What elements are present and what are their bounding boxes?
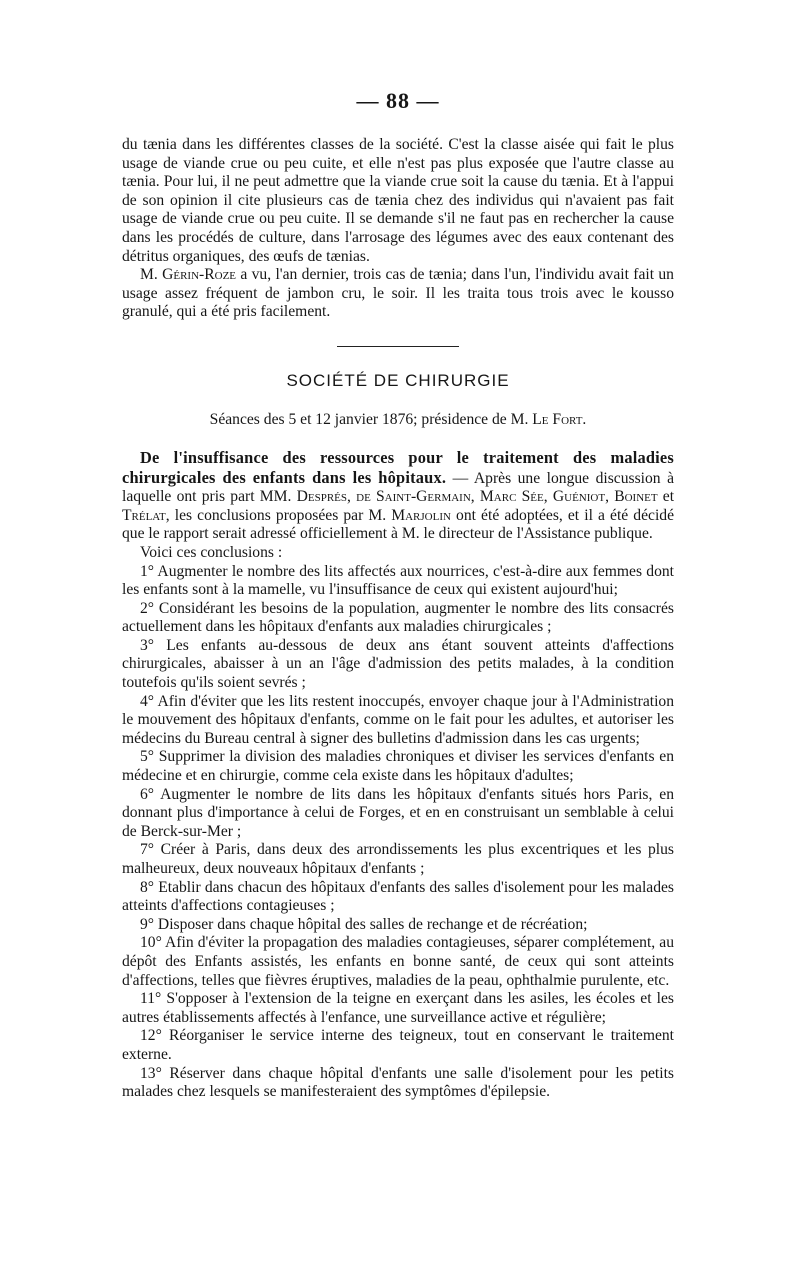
conclusion-item: 1° Augmenter le nombre des lits affectés aux nourrices, c'est-à-dire aux femmes dont les enfants sont à la mamelle, vu l'insuffisance de ceux qui existent aujourd'hui; bbox=[122, 562, 674, 599]
gerin-prefix: M. bbox=[140, 266, 163, 284]
article-paragraph bbox=[122, 449, 674, 544]
conclusion-item: 10° Afin d'éviter la propagation des maladies contagieuses, séparer complétement, au dépôt des Enfants assistés, les enfants en bonne santé, de ceux qui sont atteints d'affections, telles que fièvres éruptives, maladies de la peau, ophthalmie purulente, etc. bbox=[122, 934, 674, 989]
session-line bbox=[122, 411, 674, 429]
intro-paragraph: du tænia dans les différentes classes de la société. C'est la classe aisée qui fait le plus usage de viande crue ou peu cuite, et elle n'est pas plus exposée que l'autre classe au tænia. Pour lui, il ne peut admettre que la viande crue soit la cause du tænia. Et à l'appui de son opinion il cite plusieurs cas de tænia chez des individus qui n'avaient pas fait usage de viande crue ou peu cuite. Il se demande s'il ne faut pas en rechercher la cause dans les procédés de culture, dans l'arrosage des légumes avec des eaux contenant des détritus organiques, des œufs de tænias. bbox=[122, 136, 674, 265]
gerin-text: a vu, l'an dernier, trois cas de tænia; dans l'un, l'individu avait fait un usage assez fréquent de jambon cru, le soir. Il les traita tous trois avec le kousso granulé, qui a été pris facilement. bbox=[122, 266, 674, 321]
conclusion-item: 13° Réserver dans chaque hôpital d'enfants une salle d'isolement pour les petits malades chez lesquels se manifesteraient des symptômes d'épilepsie. bbox=[122, 1064, 674, 1101]
article-text-7: , les conclusions proposées par M. bbox=[165, 506, 392, 524]
session-president: Le Fort bbox=[532, 410, 583, 428]
conclusion-item: 7° Créer à Paris, dans deux des arrondissements les plus excentriques et les plus malheureux, deux nouveaux hôpitaux d'enfants ; bbox=[122, 841, 674, 877]
session-prefix: Séances des 5 et 12 janvier 1876; présidence de M. bbox=[209, 410, 533, 428]
section-title: SOCIÉTÉ DE CHIRURGIE bbox=[286, 370, 510, 390]
article-text-1: Après une longue discussion à laquelle ont pris part MM. bbox=[122, 469, 674, 506]
conclusion-item: 4° Afin d'éviter que les lits restent inoccupés, envoyer chaque jour à l'Administration le mouvement des hôpitaux d'enfants, comme on le fait pour les adultes, et autoriser les médecins du Bureau central à signer des bulletins d'admission dans les cas urgents; bbox=[122, 692, 674, 747]
conclusion-item: 9° Disposer dans chaque hôpital des salles de rechange et de récréation; bbox=[140, 915, 588, 933]
article-text-4: , bbox=[543, 488, 553, 506]
name-boinet: Boinet bbox=[614, 488, 658, 506]
conclusion-item: 8° Etablir dans chacun des hôpitaux d'enfants des salles d'isolement pour les malades atteints d'affections contagieuses ; bbox=[122, 878, 674, 915]
gerin-paragraph bbox=[122, 266, 674, 322]
article-text-8: ont été adoptées, et il a été décidé que le rapport serait adressé officiellement à M. le directeur de l'Assistance publique. bbox=[122, 506, 674, 543]
conclusion-item: 12° Réorganiser le service interne des teigneux, tout en conservant le traitement externe. bbox=[122, 1027, 674, 1063]
session-suffix: . bbox=[582, 410, 587, 428]
conclusion-item: 3° Les enfants au-dessous de deux ans étant souvent atteints d'affections chirurgicales, abaisser à un an l'âge d'admission des petits malades, à la condition toutefois qu'ils soient sevrés ; bbox=[122, 636, 674, 692]
name-gueniot: Guéniot bbox=[552, 488, 606, 506]
conclusion-item: 2° Considérant les besoins de la population, augmenter le nombre des lits consacrés actuellement dans les hôpitaux d'enfants aux maladies chirurgicales ; bbox=[122, 599, 674, 636]
name-despres: Després bbox=[296, 488, 347, 506]
conclusions-intro: Voici ces conclusions : bbox=[140, 543, 283, 561]
page-number: — 88 — bbox=[356, 88, 440, 113]
article-text-3: , bbox=[470, 488, 480, 506]
conclusion-item: 5° Supprimer la division des maladies chroniques et diviser les services d'enfants en médecine et en chirurgie, comme cela existe dans les hôpitaux d'adultes; bbox=[122, 748, 674, 785]
article-heading: De l'insuffisance des ressources pour le traitement des maladies chirurgicales des enfants dans les hôpitaux. bbox=[122, 447, 674, 487]
article-text-2: , bbox=[347, 488, 357, 506]
gerin-name: Gérin-Roze bbox=[162, 266, 237, 284]
name-trelat: Trélat bbox=[122, 506, 166, 524]
name-marjolin: Marjolin bbox=[391, 506, 451, 524]
article-text-6: et bbox=[657, 488, 675, 506]
section-divider bbox=[337, 346, 459, 347]
conclusion-item: 6° Augmenter le nombre de lits dans les hôpitaux d'enfants situés hors Paris, en donnant plus d'importance à celui de Forges, et en en construisant un semblable à celui de Berck-sur-Mer ; bbox=[122, 785, 674, 840]
name-saint-germain: de Saint-Germain bbox=[356, 488, 471, 506]
article-text-5: , bbox=[605, 488, 615, 506]
conclusions-list bbox=[122, 563, 674, 1102]
article-dash: — bbox=[446, 469, 474, 487]
conclusion-item: 11° S'opposer à l'extension de la teigne en exerçant dans les asiles, les écoles et les autres établissements affectés à l'enfance, une surveillance active et régulière; bbox=[122, 990, 674, 1026]
name-marc-see: Marc Sée bbox=[479, 488, 544, 506]
